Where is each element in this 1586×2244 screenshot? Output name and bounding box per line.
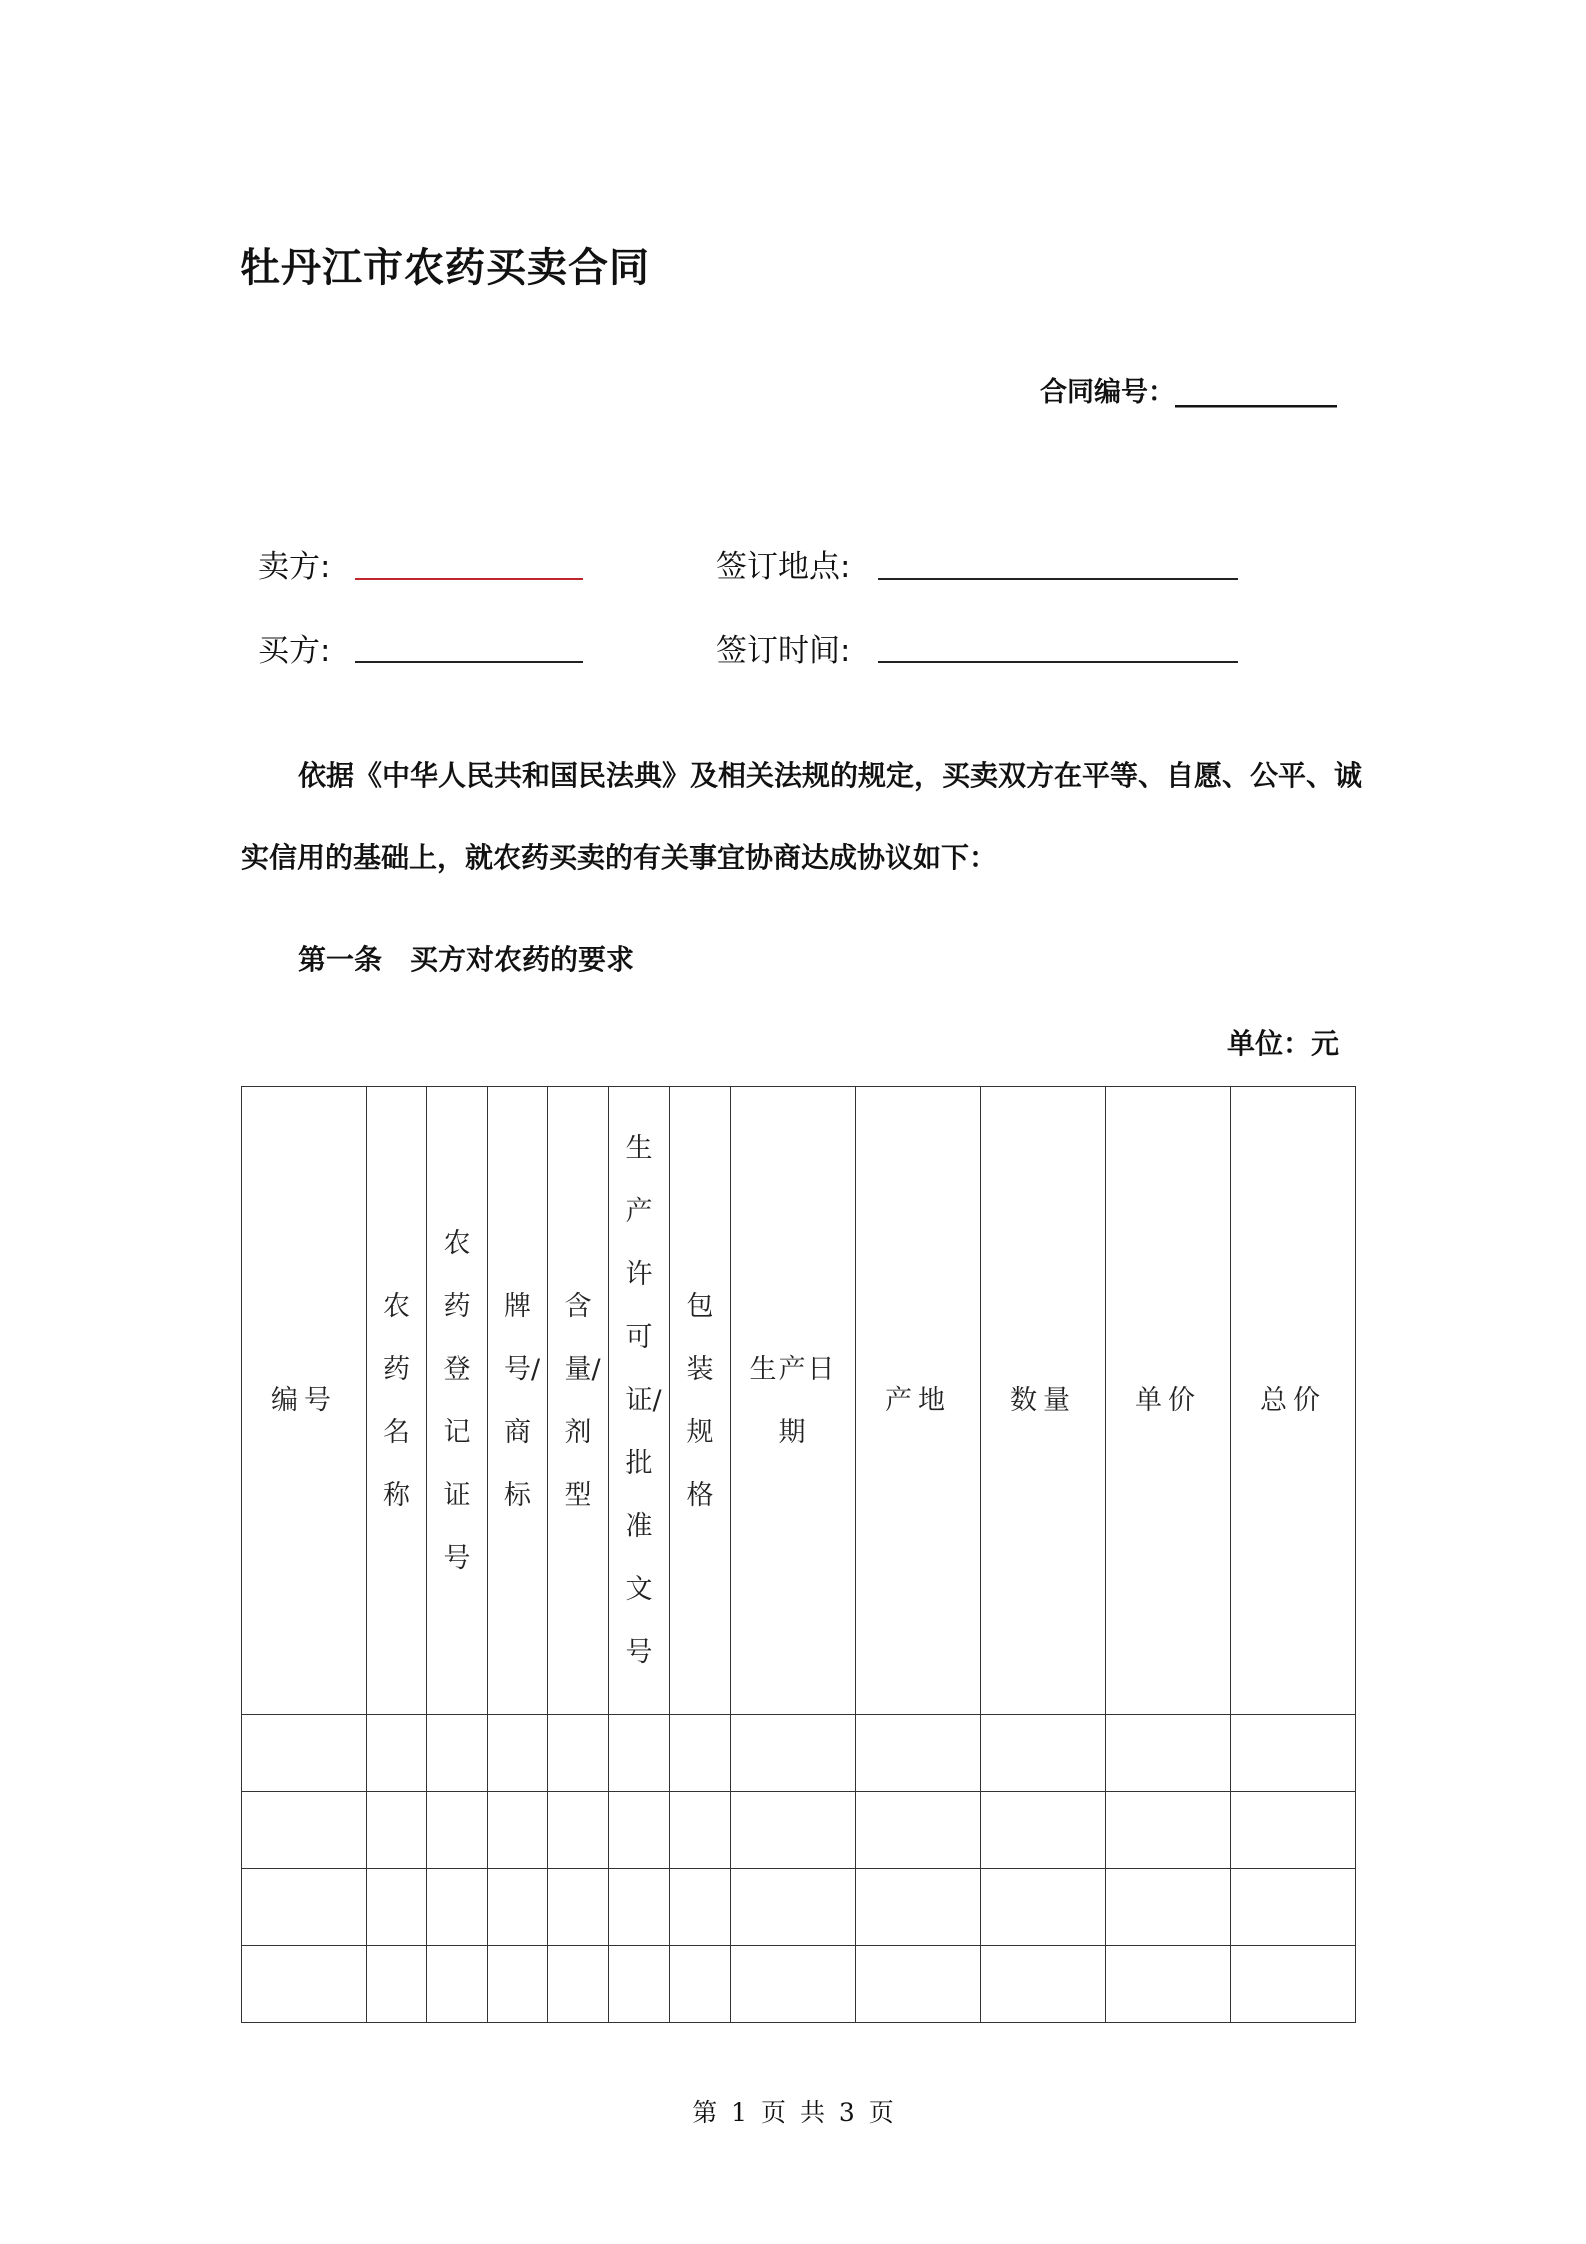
seller-blank-line[interactable] bbox=[355, 578, 583, 580]
table-cell[interactable] bbox=[488, 1792, 548, 1869]
table-cell[interactable] bbox=[1231, 1792, 1356, 1869]
seller-label: 卖方: bbox=[258, 549, 331, 585]
table-cell[interactable] bbox=[242, 1869, 367, 1946]
header-cell-brand bbox=[488, 1087, 548, 1715]
table-cell[interactable] bbox=[367, 1946, 427, 2023]
table-cell[interactable] bbox=[242, 1792, 367, 1869]
header-cell-number bbox=[242, 1087, 367, 1715]
table-cell[interactable] bbox=[1231, 1869, 1356, 1946]
header-cell-unit-price bbox=[1106, 1087, 1231, 1715]
header-cell-registration-no bbox=[427, 1087, 488, 1715]
table-cell[interactable] bbox=[242, 1715, 367, 1792]
table-cell[interactable] bbox=[856, 1869, 981, 1946]
table-row bbox=[242, 1869, 1356, 1946]
table-cell[interactable] bbox=[731, 1946, 856, 2023]
table-cell[interactable] bbox=[856, 1792, 981, 1869]
table-cell[interactable] bbox=[609, 1869, 670, 1946]
sign-time-label: 签订时间: bbox=[716, 633, 851, 669]
table-cell[interactable] bbox=[367, 1715, 427, 1792]
table-cell[interactable] bbox=[427, 1946, 488, 2023]
table-cell[interactable] bbox=[1231, 1946, 1356, 2023]
header-label: 农药名称 bbox=[383, 1290, 410, 1511]
header-label: 含量/剂型 bbox=[564, 1290, 601, 1511]
table-cell[interactable] bbox=[1106, 1869, 1231, 1946]
table-cell[interactable] bbox=[981, 1715, 1106, 1792]
header-label: 牌号/商标 bbox=[504, 1290, 541, 1511]
table-cell[interactable] bbox=[488, 1946, 548, 2023]
intro-line-2: 实信用的基础上，就农药买卖的有关事宜协商达成协议如下： bbox=[241, 841, 998, 874]
table-cell[interactable] bbox=[670, 1715, 731, 1792]
header-cell-total-price bbox=[1231, 1087, 1356, 1715]
header-cell-content-form bbox=[548, 1087, 609, 1715]
table-cell[interactable] bbox=[242, 1946, 367, 2023]
table-cell[interactable] bbox=[548, 1792, 609, 1869]
header-label: 总价 bbox=[1260, 1385, 1326, 1416]
table-cell[interactable] bbox=[488, 1869, 548, 1946]
table-cell[interactable] bbox=[427, 1869, 488, 1946]
header-label: 数量 bbox=[1010, 1385, 1076, 1416]
sign-place-label: 签订地点: bbox=[716, 549, 851, 585]
header-cell-pesticide-name bbox=[367, 1087, 427, 1715]
currency-unit-label: 单位：元 bbox=[1227, 1027, 1340, 1060]
header-label: 编号 bbox=[271, 1385, 337, 1416]
table-cell[interactable] bbox=[731, 1715, 856, 1792]
table-cell[interactable] bbox=[427, 1715, 488, 1792]
table-row bbox=[242, 1792, 1356, 1869]
table-cell[interactable] bbox=[609, 1792, 670, 1869]
table-cell[interactable] bbox=[488, 1715, 548, 1792]
table-cell[interactable] bbox=[609, 1715, 670, 1792]
header-label: 生产许可证/批准文号 bbox=[625, 1133, 662, 1668]
header-cell-production-date bbox=[731, 1087, 856, 1715]
header-cell-origin bbox=[856, 1087, 981, 1715]
table-cell[interactable] bbox=[1106, 1715, 1231, 1792]
header-label: 生产日期 bbox=[749, 1353, 837, 1448]
buyer-label: 买方: bbox=[258, 633, 331, 669]
sign-place-blank-line[interactable] bbox=[878, 578, 1238, 580]
document-title: 牡丹江市农药买卖合同 bbox=[240, 245, 650, 291]
table-cell[interactable] bbox=[609, 1946, 670, 2023]
pesticide-requirements-table bbox=[241, 1086, 1356, 2023]
sign-time-blank-line[interactable] bbox=[878, 661, 1238, 663]
table-cell[interactable] bbox=[427, 1792, 488, 1869]
table-cell[interactable] bbox=[981, 1792, 1106, 1869]
table-cell[interactable] bbox=[548, 1715, 609, 1792]
table-cell[interactable] bbox=[981, 1946, 1106, 2023]
table-row bbox=[242, 1946, 1356, 2023]
header-cell-package-spec bbox=[670, 1087, 731, 1715]
header-cell-quantity bbox=[981, 1087, 1106, 1715]
header-label: 包装规格 bbox=[686, 1290, 714, 1511]
table-cell[interactable] bbox=[670, 1869, 731, 1946]
table-cell[interactable] bbox=[731, 1869, 856, 1946]
table-cell[interactable] bbox=[367, 1792, 427, 1869]
buyer-blank-line[interactable] bbox=[355, 661, 583, 663]
table-cell[interactable] bbox=[981, 1869, 1106, 1946]
table-row bbox=[242, 1715, 1356, 1792]
table-cell[interactable] bbox=[670, 1946, 731, 2023]
header-label: 单价 bbox=[1135, 1385, 1201, 1416]
header-label: 农药登记证号 bbox=[443, 1227, 471, 1574]
table-cell[interactable] bbox=[856, 1946, 981, 2023]
table-cell[interactable] bbox=[1106, 1946, 1231, 2023]
article-1-heading: 第一条 买方对农药的要求 bbox=[298, 943, 635, 976]
table-cell[interactable] bbox=[548, 1869, 609, 1946]
table-cell[interactable] bbox=[670, 1792, 731, 1869]
header-cell-license-no bbox=[609, 1087, 670, 1715]
contract-number-field: 合同编号：____________ bbox=[1040, 377, 1337, 408]
table-header-row bbox=[242, 1087, 1356, 1715]
table-cell[interactable] bbox=[1231, 1715, 1356, 1792]
table-cell[interactable] bbox=[367, 1869, 427, 1946]
table-cell[interactable] bbox=[1106, 1792, 1231, 1869]
table-cell[interactable] bbox=[548, 1946, 609, 2023]
table-cell[interactable] bbox=[731, 1792, 856, 1869]
header-label: 产地 bbox=[885, 1385, 951, 1416]
table-cell[interactable] bbox=[856, 1715, 981, 1792]
page-footer: 第 1 页 共 3 页 bbox=[692, 2098, 894, 2127]
intro-line-1: 依据《中华人民共和国民法典》及相关法规的规定，买卖双方在平等、自愿、公平、诚 bbox=[298, 759, 1363, 792]
